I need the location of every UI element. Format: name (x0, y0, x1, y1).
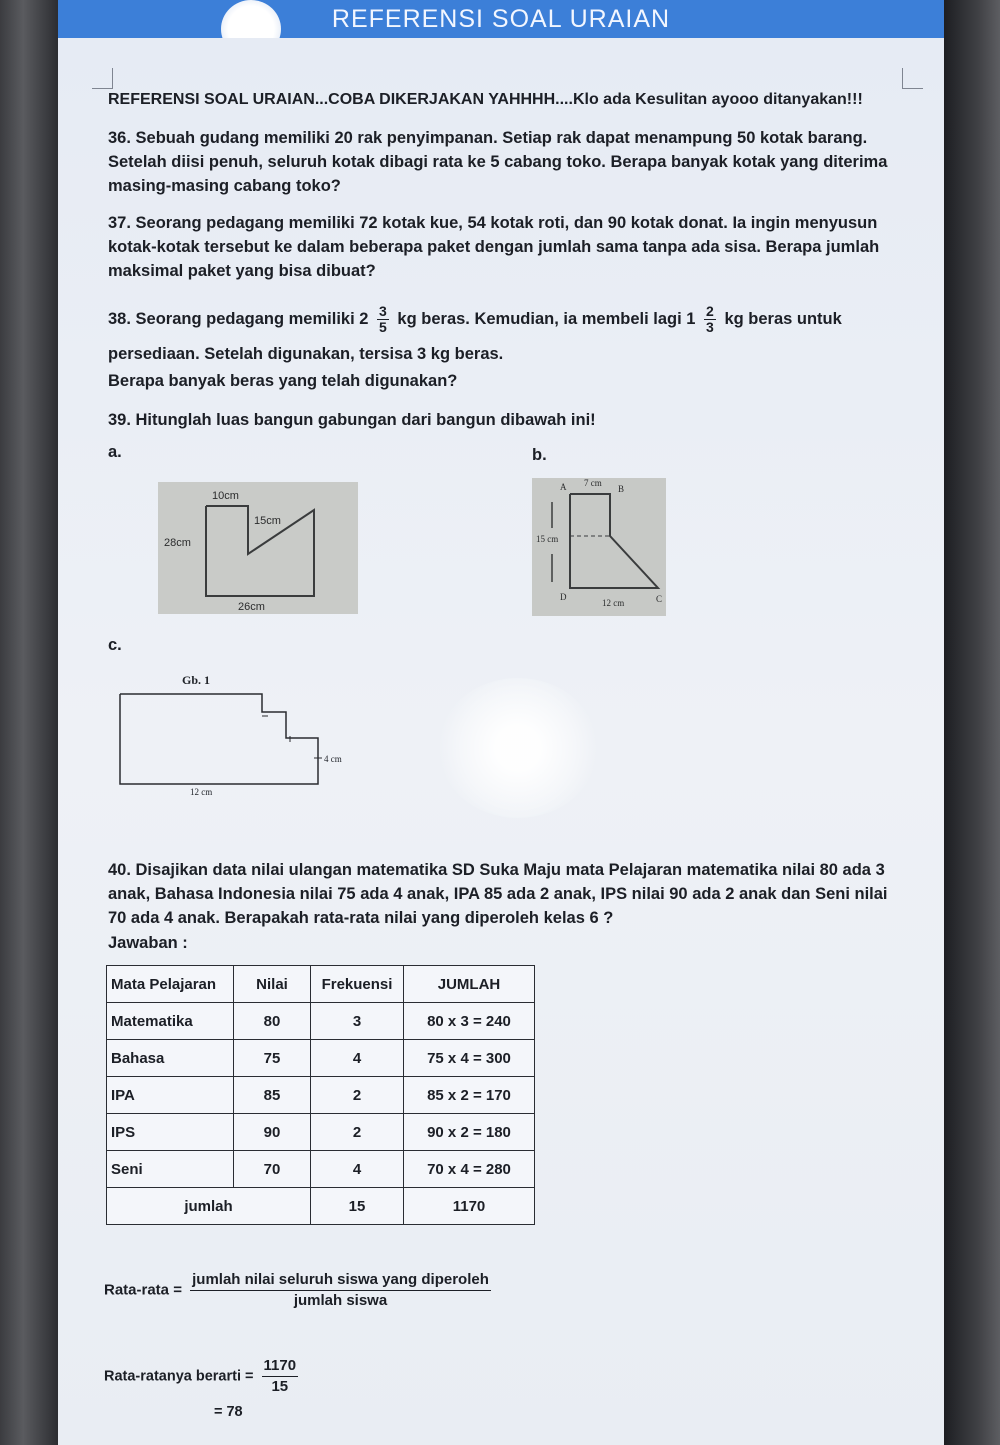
figure-b-drawing (532, 478, 666, 616)
table-row (107, 1151, 535, 1188)
cell-total: 85 x 2 = 170 (404, 1077, 535, 1114)
figure-c-drawing (118, 668, 378, 798)
frac1-denominator: 5 (379, 319, 387, 335)
final-result: = 78 (214, 1404, 243, 1420)
cell-total: 90 x 2 = 180 (404, 1114, 535, 1151)
fig-b-vertex-c: C (656, 594, 663, 604)
formula-denominator: jumlah siswa (293, 1292, 388, 1309)
light-glare (438, 678, 598, 818)
cell-subject: Bahasa (107, 1040, 234, 1077)
figure-b-photo (532, 478, 666, 616)
fraction-3-5 (377, 304, 389, 335)
table-total-row (107, 1188, 535, 1225)
formula (104, 1270, 495, 1311)
result-lhs: Rata-ratanya berarti (104, 1368, 241, 1385)
question-37: 37. Seorang pedagang memiliki 72 kotak kue, 54 kotak roti, dan 90 kotak donat. Ia ingin menyusun kotak-kotak tersebut ke dalam beberapa paket dengan jumlah sama tanpa ada sisa. Berapa jumlah maksimal paket yang bisa dibuat? (108, 214, 880, 280)
label-a: a. (108, 443, 122, 461)
formula-lhs: Rata-rata = (104, 1281, 182, 1299)
app-title-bar (58, 0, 944, 38)
phone-bezel-right (944, 0, 1000, 1445)
label-b: b. (532, 446, 547, 464)
cell-total: 75 x 4 = 300 (404, 1040, 535, 1077)
cell-value: 85 (234, 1077, 311, 1114)
document-header: REFERENSI SOAL URAIAN...COBA DIKERJAKAN YAHHHH....Klo ada Kesulitan ayooo ditanyakan!!! (108, 91, 863, 108)
result (104, 1356, 302, 1397)
page-corner-mark-right (902, 68, 923, 89)
figure-a-photo (158, 482, 358, 614)
result-numerator: 1170 (262, 1356, 299, 1377)
table-row (107, 1040, 535, 1077)
fig-c-title: Gb. 1 (182, 673, 211, 687)
answer-label: Jawaban : (108, 934, 188, 952)
table-row (107, 1114, 535, 1151)
cell-subject: IPA (107, 1077, 234, 1114)
fig-b-height-label: 15 cm (536, 534, 559, 544)
th-frequency: Frekuensi (311, 966, 404, 1003)
q38-part2: kg beras. Kemudian, ia membeli lagi 1 (397, 309, 696, 328)
q38-part1: 38. Seorang pedagang memiliki 2 (108, 309, 369, 328)
question-36: 36. Sebuah gudang memiliki 20 rak penyimpanan. Setiap rak dapat menampung 50 kotak barang. Setelah diisi penuh, seluruh kotak dibagi rata ke 5 cabang toko. Berapa banyak kotak yang diterima masing-masing cabang toko? (108, 129, 888, 195)
question-38-line-1 (108, 304, 908, 335)
formula-fraction (190, 1270, 491, 1311)
cell-value: 75 (234, 1040, 311, 1077)
cell-total: 70 x 4 = 280 (404, 1151, 535, 1188)
cell-value: 90 (234, 1114, 311, 1151)
cell-total-frequency: 15 (311, 1188, 404, 1225)
cell-total-sum: 1170 (404, 1188, 535, 1225)
score-table (106, 965, 535, 1225)
question-38-line-2: persediaan. Setelah digunakan, tersisa 3 kg beras. (108, 345, 504, 363)
cell-value: 80 (234, 1003, 311, 1040)
result-fraction (262, 1356, 299, 1397)
phone-bezel-left (0, 0, 58, 1445)
fig-b-bottom-label: 12 cm (602, 598, 625, 608)
cell-subject: IPS (107, 1114, 234, 1151)
th-value: Nilai (234, 966, 311, 1003)
frac2-denominator: 3 (706, 319, 714, 335)
document-page (58, 38, 944, 1445)
cell-value: 70 (234, 1151, 311, 1188)
cell-frequency: 2 (311, 1114, 404, 1151)
fig-c-bottom-label: 12 cm (190, 787, 213, 797)
cell-frequency: 2 (311, 1077, 404, 1114)
figure-a-drawing (158, 482, 358, 614)
cell-subject: Matematika (107, 1003, 234, 1040)
frac1-numerator: 3 (379, 303, 387, 319)
question-39: 39. Hitunglah luas bangun gabungan dari bangun dibawah ini! (108, 411, 596, 429)
question-38-line-3: Berapa banyak beras yang telah digunakan? (108, 372, 458, 390)
page-corner-mark-left (92, 68, 113, 89)
fig-b-top-label: 7 cm (584, 478, 602, 488)
th-subject: Mata Pelajaran (107, 966, 234, 1003)
fig-a-diag-label: 15cm (254, 515, 281, 527)
fig-b-vertex-a: A (560, 482, 567, 492)
result-equals: = (245, 1368, 254, 1385)
figure-c (118, 668, 378, 798)
table-row (107, 1077, 535, 1114)
question-40: 40. Disajikan data nilai ulangan matematika SD Suka Maju mata Pelajaran matematika nilai 80 ada 3 anak, Bahasa Indonesia nilai 75 ada 4 anak, IPA 85 ada 2 anak, IPS nilai 90 ada 2 anak dan Seni nilai 70 ada 4 anak. Berapakah rata-rata nilai yang diperoleh kelas 6 ? (108, 861, 888, 927)
table-header-row (107, 966, 535, 1003)
fig-a-bottom-label: 26cm (238, 601, 265, 613)
table-row (107, 1003, 535, 1040)
formula-numerator: jumlah nilai seluruh siswa yang diperoleh (190, 1270, 491, 1291)
fig-a-left-label: 28cm (164, 537, 191, 549)
fig-c-side-label: 4 cm (324, 754, 342, 764)
fig-b-vertex-b: B (618, 484, 625, 494)
phone-screen (58, 0, 944, 1445)
cell-frequency: 4 (311, 1040, 404, 1077)
fig-b-vertex-d: D (560, 592, 567, 602)
fig-a-top-label: 10cm (212, 490, 239, 502)
app-title: REFERENSI SOAL URAIAN (331, 5, 671, 33)
fraction-2-3 (704, 304, 716, 335)
th-total: JUMLAH (404, 966, 535, 1003)
label-c: c. (108, 636, 122, 654)
cell-subject: Seni (107, 1151, 234, 1188)
cell-frequency: 3 (311, 1003, 404, 1040)
cell-total: 80 x 3 = 240 (404, 1003, 535, 1040)
cell-frequency: 4 (311, 1151, 404, 1188)
cell-total-label: jumlah (107, 1188, 311, 1225)
frac2-numerator: 2 (706, 303, 714, 319)
q38-part3: kg beras untuk (724, 309, 842, 328)
result-denominator: 15 (271, 1378, 289, 1395)
